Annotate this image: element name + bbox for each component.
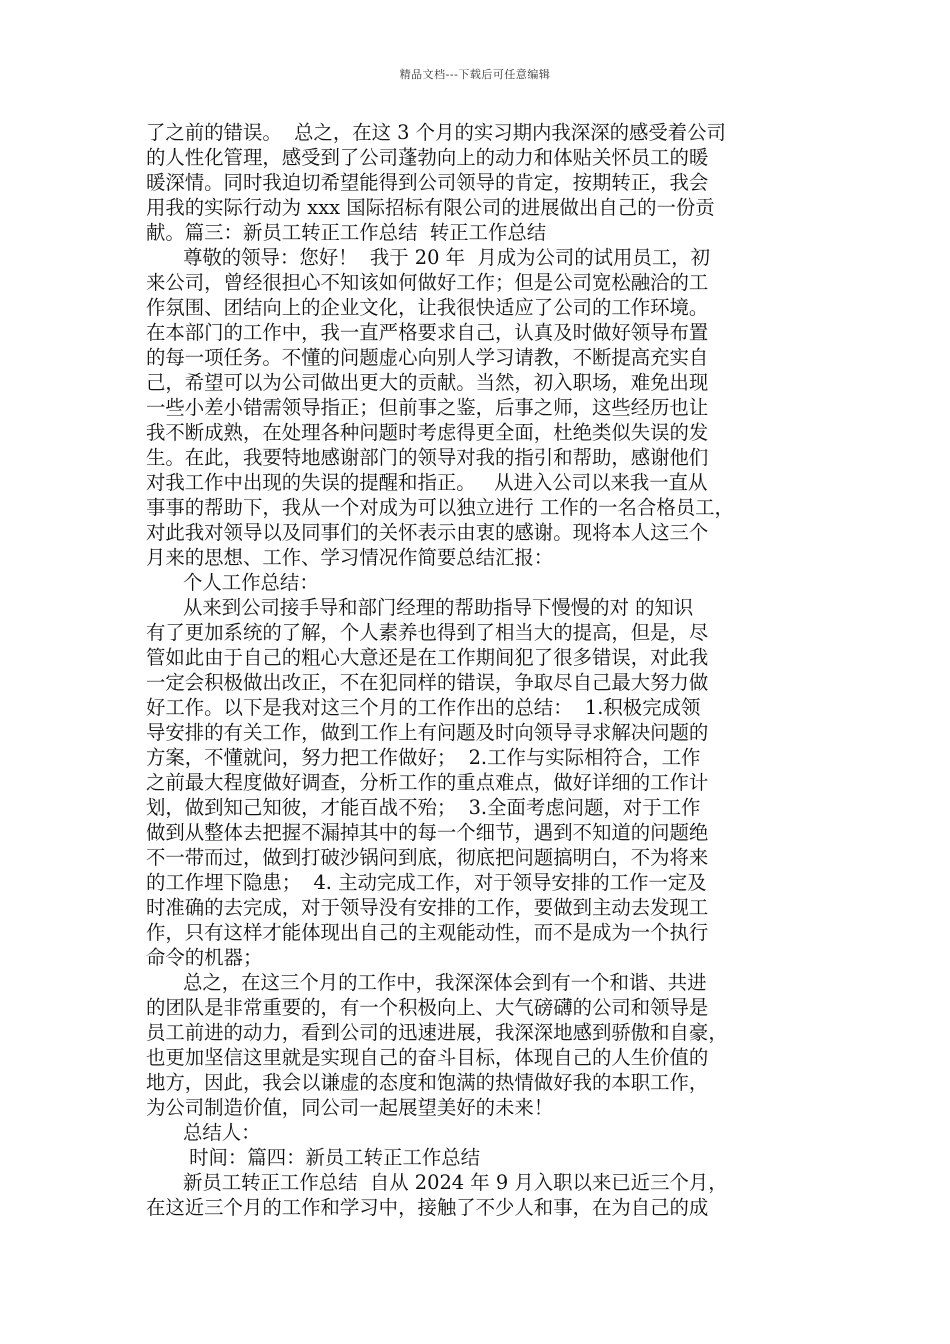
- text-line: 个人工作总结：: [146, 571, 319, 594]
- text-line: 也更加坚信这里就是实现自己的奋斗目标，体现自己的人生价值的: [146, 1046, 709, 1069]
- text-line: 时间：篇四：新员工转正工作总结: [146, 1146, 481, 1169]
- text-line: 导安排的有关工作，做到工作上有问题及时向领导寻求解决问题的: [146, 721, 709, 744]
- text-line: 事事的帮助下，我从一个对成为可以独立进行 工作的一名合格员工，: [146, 496, 734, 519]
- text-line: 献。篇三：新员工转正工作总结 转正工作总结: [146, 221, 547, 244]
- text-line: 我不断成熟，在处理各种问题时考虑得更全面，杜绝类似失误的发: [146, 421, 709, 444]
- text-line: 了之前的错误。 总之，在这 3 个月的实习期内我深深的感受着公司: [146, 121, 726, 144]
- text-line: 生。在此，我要特地感谢部门的领导对我的指引和帮助，感谢他们: [146, 446, 709, 469]
- text-line: 方案，不懂就问，努力把工作做好； 2.工作与实际相符合，工作: [146, 746, 701, 769]
- text-line: 的团队是非常重要的，有一个积极向上、大气磅礴的公司和领导是: [146, 996, 709, 1019]
- text-line: 对我工作中出现的失误的提醒和指正。 从进入公司以来我一直从: [146, 471, 708, 494]
- text-line: 有了更加系统的了解，个人素养也得到了相当大的提高，但是，尽: [146, 621, 709, 644]
- text-line: 作，只有这样才能体现出自己的主观能动性，而不是成为一个执行: [146, 921, 709, 944]
- text-line: 之前最大程度做好调查，分析工作的重点难点，做好详细的工作计: [146, 771, 709, 794]
- text-line: 作氛围、团结向上的企业文化，让我很快适应了公司的工作环境。: [146, 296, 709, 319]
- document-body: [146, 120, 810, 1220]
- text-line: 来公司，曾经很担心不知该如何做好工作；但是公司宽松融洽的工: [146, 271, 709, 294]
- text-line: 尊敬的领导：您好！ 我于 20 年 月成为公司的试用员工，初: [146, 246, 711, 269]
- text-line: 月来的思想、工作、学习情况作简要总结汇报：: [146, 546, 554, 569]
- text-line: 命令的机器；: [146, 946, 263, 969]
- text-line: 己，希望可以为公司做出更大的贡献。当然，初入职场，难免出现: [146, 371, 709, 394]
- text-line: 地方，因此，我会以谦虚的态度和饱满的热情做好我的本职工作，: [146, 1071, 709, 1094]
- text-line: 用我的实际行动为 xxx 国际招标有限公司的进展做出自己的一份贡: [146, 196, 715, 219]
- text-line: 的人性化管理，感受到了公司蓬勃向上的动力和体贴关怀员工的暖: [146, 146, 709, 169]
- page-header: 精品文档---下载后可任意编辑: [399, 68, 551, 81]
- text-line: 总结人：: [146, 1121, 261, 1144]
- text-line: 管如此由于自己的粗心大意还是在工作期间犯了很多错误，对此我: [146, 646, 709, 669]
- text-line: 对此我对领导以及同事们的关怀表示由衷的感谢。现将本人这三个: [146, 521, 709, 544]
- text-line: 做到从整体去把握不漏掉其中的每一个细节，遇到不知道的问题绝: [146, 821, 709, 844]
- text-line: 员工前进的动力，看到公司的迅速进展，我深深地感到骄傲和自豪，: [146, 1021, 728, 1044]
- text-line: 好工作。以下是我对这三个月的工作作出的总结： 1.积极完成领: [146, 696, 701, 719]
- text-line: 的工作埋下隐患； 4. 主动完成工作，对于领导安排的工作一定及: [146, 871, 707, 894]
- text-line: 在本部门的工作中，我一直严格要求自己，认真及时做好领导布置: [146, 321, 709, 344]
- text-line: 的每一项任务。不懂的问题虚心向别人学习请教，不断提高充实自: [146, 346, 709, 369]
- text-line: 新员工转正工作总结 自从 2024 年 9 月入职以来已近三个月，: [146, 1171, 728, 1194]
- text-line: 为公司制造价值，同公司一起展望美好的未来！: [146, 1096, 554, 1119]
- text-line: 一定会积极做出改正，不在犯同样的错误，争取尽自己最大努力做: [146, 671, 709, 694]
- text-line: 总之，在这三个月的工作中，我深深体会到有一个和谐、共进: [146, 971, 707, 994]
- text-line: 从来到公司接手导和部门经理的帮助指导下慢慢的对 的知识: [146, 596, 694, 619]
- text-line: 不一带而过，做到打破沙锅问到底，彻底把问题搞明白，不为将来: [146, 846, 709, 869]
- text-line: 暖深情。同时我迫切希望能得到公司领导的肯定，按期转正，我会: [146, 171, 709, 194]
- text-line: 时准确的去完成，对于领导没有安排的工作，要做到主动去发现工: [146, 896, 709, 919]
- text-line: 划，做到知己知彼，才能百战不殆； 3.全面考虑问题，对于工作: [146, 796, 701, 819]
- text-line: 一些小差小错需领导指正；但前事之鉴，后事之师，这些经历也让: [146, 396, 709, 419]
- text-line: 在这近三个月的工作和学习中，接触了不少人和事，在为自己的成: [146, 1196, 709, 1219]
